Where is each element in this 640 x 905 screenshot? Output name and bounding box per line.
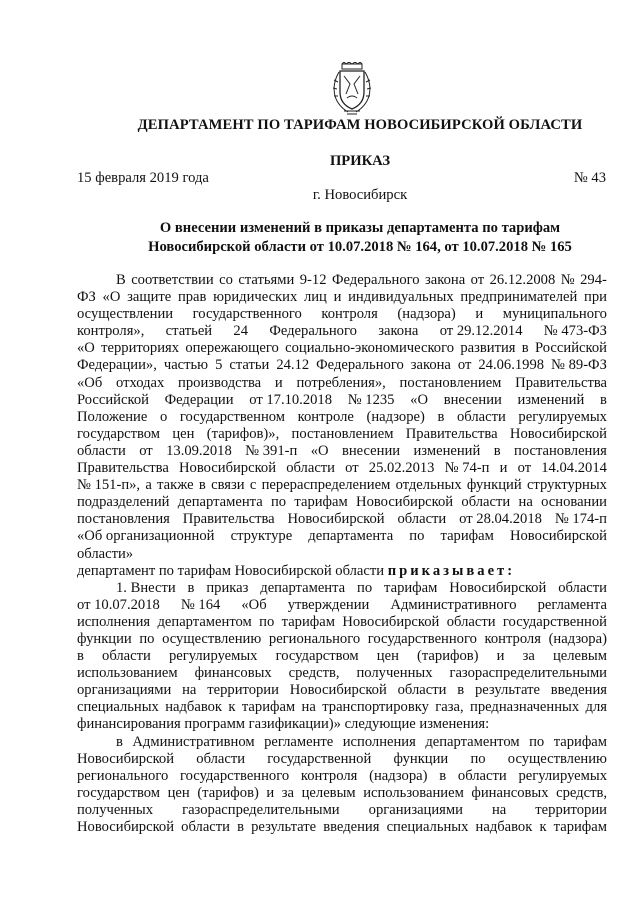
word: и [499,460,508,477]
word: с [249,477,257,494]
document-body [77,272,607,836]
word: от [470,272,485,288]
word: лиц [303,289,327,306]
word: в [457,682,465,699]
word: к [539,819,547,835]
word: в [437,408,445,425]
word: от 29.12.2014 [439,323,523,340]
word: постановлением [291,425,394,442]
document-type: ПРИКАЗ [329,153,391,169]
word: Федерации», [77,357,157,374]
word: тарифам [553,733,607,750]
text-line [77,392,607,409]
word: государственной [502,613,607,630]
word: департамента [177,494,263,511]
word: области [558,579,607,596]
decree-prefix: департамент по тарифам Новосибирской области [77,562,388,579]
word: № 391-п [245,442,298,459]
word: департамента [308,528,394,545]
word: Федерального [269,323,357,340]
word: 26.12.2008 [489,272,556,288]
text-line [77,340,607,357]
word: по [357,579,373,596]
word: государственного [180,767,290,784]
word: защите [127,289,172,306]
word: Правительства [77,460,169,477]
word: на [491,801,507,818]
word: функции [393,750,449,767]
word: № 1235 [347,391,395,408]
text-line [77,460,607,477]
word: регулируемых [518,767,607,784]
word: к [228,699,236,716]
word: государственной [267,750,372,767]
word: закона [410,357,451,374]
word: тарифам [294,494,348,511]
word: 9-12 [299,272,327,288]
text-line [77,802,607,819]
word: также [157,477,194,494]
word: за [522,648,535,665]
word: регулируемых [168,648,258,665]
word: в [439,767,447,784]
word: целевым [552,648,607,665]
word: функций [466,477,522,494]
coat-of-arms-icon [330,62,374,116]
word: № 74-п [444,460,490,477]
decree-line [77,563,607,580]
word: постановления [514,442,607,459]
text-line [77,426,607,443]
word: контроля [484,630,541,647]
word: Новосибирской [342,613,440,630]
word: и [333,289,342,306]
word: государственного [192,306,302,323]
word: Федерального [331,272,420,288]
word: в [187,579,195,596]
word: Российской [77,391,149,408]
word: предпринимателей [460,289,578,306]
word: в [521,340,529,357]
word: результате [474,682,540,699]
word: Федерации [164,391,234,408]
word: по [259,613,275,630]
word: 5 [215,357,223,374]
word: Федерального [316,357,404,374]
word: специальных [77,699,159,716]
word: закона [378,323,419,340]
word: области [196,750,246,767]
word: Новосибирской [179,460,277,477]
text-line [77,785,607,802]
word: а [145,477,152,494]
word: Новосибирской [449,579,547,596]
word: области [286,460,335,477]
text-line [77,716,607,733]
word: государственного [367,630,477,647]
word: структурных [526,477,607,494]
word: финансовых [194,665,272,682]
word: тарифам [553,819,607,835]
word: в [493,442,501,459]
word: № 473-ФЗ [543,323,607,340]
word: регионального [268,630,361,647]
word: государственном [179,408,286,425]
word: «Об организационной [77,528,215,545]
word: Административного [390,596,517,613]
word: подразделений [77,494,170,511]
word: отходах [116,374,165,391]
word: области [102,648,151,665]
text-line [77,631,607,648]
word: средств, [288,665,340,682]
word: 24 [233,323,249,340]
word: полученных [356,665,433,682]
word: 24.06.1998 [478,357,545,374]
word: отдельных [395,477,462,494]
word: на [518,494,533,511]
word: осуществлению [162,630,262,647]
text-line [77,648,607,665]
word: от [139,442,153,459]
word: перераспределением [261,477,391,494]
text-line [77,289,607,306]
text-line [77,306,607,323]
word: В [116,272,126,288]
text-line [77,819,607,836]
text-line [77,477,607,494]
word: тарифам [440,528,494,545]
word: финансовых [471,784,549,801]
word: от [345,460,359,477]
word: 25.02.2013 [368,460,435,477]
word: Правительства [405,425,498,442]
word: цен [172,425,195,442]
word: производства [178,374,262,391]
word: транспортировку [322,699,429,716]
text-line [77,580,607,597]
text-line [77,375,607,392]
word: введения [323,819,380,835]
department-name: ДЕПАРТАМЕНТ ПО ТАРИФАМ НОВОСИБИРСКОЙ ОБЛАСТИ [137,117,583,133]
word: «О [77,340,95,357]
text-line [77,323,607,340]
text-line [77,511,607,528]
word: введения [550,682,607,699]
word: на [182,682,197,699]
word: (надзора) [369,767,428,784]
word: департамента [260,579,346,596]
word: использованием [363,784,464,801]
word: предназначенных [470,699,580,716]
word: целевым [301,784,356,801]
word: по [470,750,486,767]
word: постановлением [399,374,502,391]
word: социально-экономического [285,340,455,357]
word: (надзора) [397,306,456,323]
title-line: О внесении изменений в приказы департамента по тарифам [159,220,561,236]
word: частью [163,357,209,374]
word: средств, [556,784,607,801]
word: департаментом [425,733,520,750]
word: для [585,699,607,716]
word: структуре [230,528,293,545]
text-line [77,699,607,716]
word: внесении [443,391,502,408]
word: № 164 [180,596,221,613]
word: связи [211,477,245,494]
text-line [77,443,607,460]
document-number: № 43 [573,170,606,186]
word: газораспределительными [449,665,607,682]
word: результате [251,819,317,835]
word: и [274,374,283,391]
word: Новосибирской [289,682,387,699]
text-line [77,734,607,751]
word: (тарифов) [197,784,259,801]
text-line [77,494,607,511]
word: в [198,477,206,494]
word: Новосибирской [509,528,607,545]
word: от 28.04.2018 [459,511,542,528]
word: (тарифов)», [206,425,280,442]
word: полученных [77,801,154,818]
word: и [475,306,484,323]
word: от [457,357,472,374]
word: от [517,460,532,477]
word: контроля [300,767,358,784]
word: по [271,494,287,511]
word: Правительства [515,374,607,391]
text-line [77,597,607,614]
word: 1. Внести [116,579,176,596]
paragraph-basis [77,272,607,546]
text-line [77,768,607,785]
word: области [397,511,447,528]
word: № 89-ФЗ [551,357,607,374]
word: территории [207,682,279,699]
word: при [584,289,607,306]
word: контроля [321,306,378,323]
word: тарифам [241,699,296,716]
word: о [159,408,168,425]
word: Положение [77,408,148,425]
word: и [266,784,275,801]
word: Новосибирской [509,425,607,442]
word: изменений [413,442,481,459]
word: регламенте [264,733,334,750]
word: государством [275,648,359,665]
word: функции [77,630,132,647]
word: территориях [101,340,180,357]
word: по [409,528,425,545]
word: ФЗ [77,289,96,306]
word: «Об [241,596,267,613]
document-title [80,219,640,257]
word: 24.12 [276,357,310,374]
word: государством [77,425,161,442]
text-line [77,751,607,768]
line-text: финансирования программ газификации)» следующие изменения: [77,716,490,733]
word: исполнения [77,613,151,630]
word: регионального [77,767,169,784]
word: осуществлении [77,306,174,323]
text-line [77,357,607,374]
word: потребления», [296,374,386,391]
word: Новосибирской [77,819,175,835]
word: организациями [368,801,463,818]
word: в [237,819,244,835]
word: основании [541,494,607,511]
text-line [77,272,607,289]
text-line [77,546,607,563]
word: Российской [535,340,607,357]
word: использованием [77,665,178,682]
word: цен [167,784,190,801]
word: приказ [206,579,249,596]
word: исполнения [342,733,416,750]
word: прав [177,289,207,306]
text-line [77,614,607,631]
word: контроля», [77,323,145,340]
word: надбавок [165,699,223,716]
word: № 174-п [554,511,607,528]
word: газораспределительными [182,801,340,818]
text-line [77,665,607,682]
word: опережающего [185,340,279,357]
word: области [181,819,230,835]
word: по [529,733,545,750]
word: территории [535,801,607,818]
word: газа, [435,699,464,716]
document-date: 15 февраля 2019 года [77,170,209,186]
paragraph-item-1 [77,580,607,717]
word: «О [102,289,121,306]
word: внесении [341,442,401,459]
word: в [77,648,84,665]
word: области [446,613,496,630]
line-text: области» [77,545,134,562]
word: (тарифов) [417,648,479,665]
word: области [457,767,507,784]
word: Правительства [182,511,275,528]
word: статьей [165,323,213,340]
decree-word: приказывает: [387,562,516,579]
word: 294- [580,272,607,288]
word: регламента [537,596,607,613]
word: «Об [77,374,103,391]
text-line [77,409,607,426]
word: департаментом [157,613,252,630]
word: статьями [238,272,295,288]
word: в [600,391,607,408]
document-place: г. Новосибирск [312,187,408,203]
word: надбавок [475,819,533,835]
word: области [461,494,511,511]
text-line [77,682,607,699]
word: утверждении [287,596,370,613]
word: (надзоре) [366,408,425,425]
word: государством [77,784,161,801]
word: № [560,272,575,288]
word: тарифам [281,613,335,630]
word: индивидуальных [348,289,454,306]
word: от 10.07.2018 [77,596,160,613]
word: области [397,682,447,699]
word: Новосибирской [77,750,175,767]
word: (надзора) [548,630,607,647]
word: осуществлению [507,750,607,767]
word: за [281,784,295,801]
word: Административном [132,733,255,750]
word: «О [310,442,329,459]
word: юридических [213,289,298,306]
word: «О [410,391,429,408]
word: Новосибирской [287,511,385,528]
word: муниципального [502,306,607,323]
paragraph-amendment [77,734,607,837]
word: 14.04.2014 [541,460,607,477]
title-line: Новосибирской области от 10.07.2018 № 164, от 10.07.2018 № 165 [148,239,572,255]
word: тарифам [384,579,438,596]
word: организациями [77,682,172,699]
word: на [301,699,316,716]
word: регулируемых [518,408,607,425]
word: и [496,648,505,665]
word: в [116,733,123,750]
word: 13.09.2018 [166,442,232,459]
word: области [77,442,126,459]
word: цен [376,648,399,665]
word: по [139,630,155,647]
word: Новосибирской [356,494,454,511]
word: со [219,272,233,288]
word: от 17.10.2018 [249,391,333,408]
word: № 151-п», [77,477,141,494]
word: постановления [77,511,170,528]
word: закона [425,272,466,288]
word: развития [460,340,516,357]
word: соответствии [131,272,214,288]
word: изменений [517,391,585,408]
word: статьи [229,357,270,374]
word: области [457,408,506,425]
word: специальных [386,819,469,835]
word: контроле [297,408,354,425]
text-line [77,528,607,545]
